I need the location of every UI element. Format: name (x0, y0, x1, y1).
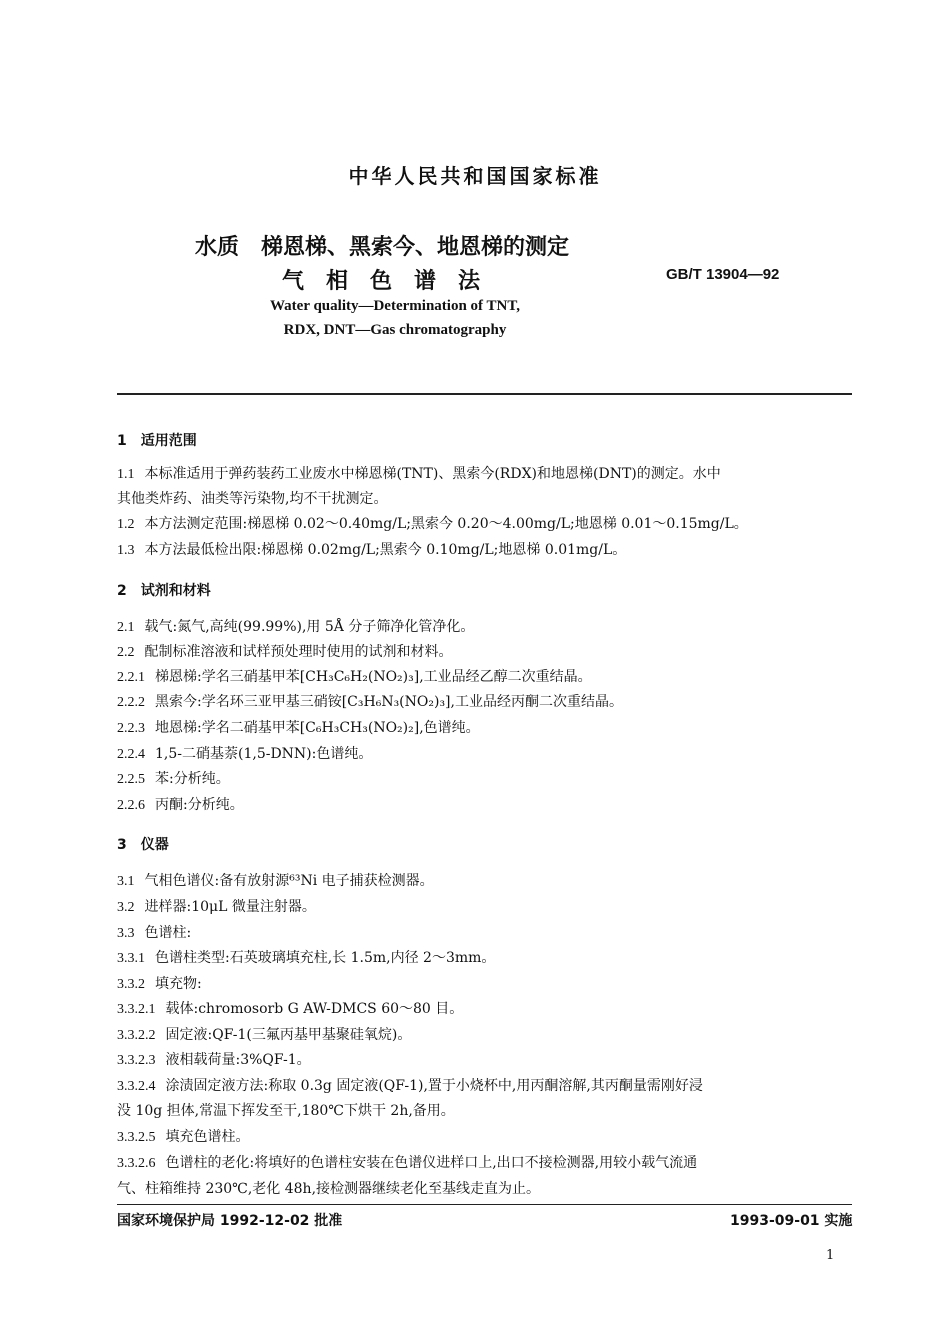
national-standard-heading: 中华人民共和国国家标准 (348, 164, 602, 188)
clause-line (117, 1099, 857, 1123)
implementation-date: 1993-09-01 实施 (730, 1213, 853, 1229)
clause-number: 3.2 (117, 900, 135, 915)
clause-text: 固定液:QF-1(三氟丙基甲基聚硅氧烷)。 (165, 1027, 412, 1043)
clause-number: 1.3 (117, 543, 135, 558)
title-english-line2: RDX, DNT—Gas chromatography (283, 322, 507, 338)
clause-text: 本方法测定范围:梯恩梯 0.02～0.40mg/L;黑索今 0.20～4.00mg/L;地恩梯 0.01～0.15mg/L。 (144, 516, 748, 532)
clause-text: 液相载荷量:3%QF-1。 (165, 1052, 311, 1068)
clause-text: 没 10g 担体,常温下挥发至干,180℃下烘干 2h,备用。 (117, 1103, 455, 1119)
clause-number: 3.3.2.6 (117, 1156, 156, 1171)
clause-number: 3.3 (117, 926, 135, 941)
clause-number: 2.1 (117, 620, 135, 635)
clause-text: 填充物: (155, 976, 202, 992)
clause-text: 涂渍固定液方法:称取 0.3g 固定液(QF-1),置于小烧杯中,用丙酮溶解,其丙酮量需刚好浸 (165, 1078, 703, 1094)
clause-text: 其他类炸药、油类等污染物,均不干扰测定。 (117, 491, 388, 507)
clause-text: 配制标准溶液和试样预处理时使用的试剂和材料。 (144, 644, 453, 660)
clause-line (117, 538, 857, 563)
clause-line (117, 972, 857, 997)
clause-line (117, 921, 857, 946)
page-number: 1 (826, 1248, 835, 1263)
clause-line (117, 793, 857, 818)
clause-text: 黑索今:学名环三亚甲基三硝铵[C₃H₆N₃(NO₂)₃],工业品经丙酮二次重结晶。 (155, 694, 623, 710)
clause-number: 2.2 (117, 645, 135, 660)
clause-line (117, 462, 857, 487)
clause-number: 3.3.2.4 (117, 1079, 156, 1094)
clause-line (117, 767, 857, 792)
clause-number: 2.2.3 (117, 721, 145, 736)
clause-line (117, 640, 857, 665)
clause-number: 3.3.2.2 (117, 1028, 156, 1043)
clause-number: 2.2.6 (117, 798, 145, 813)
clause-line (117, 716, 857, 741)
section-1-heading: 1 适用范围 (117, 433, 197, 449)
clause-text: 色谱柱类型:石英玻璃填充柱,长 1.5m,内径 2～3mm。 (155, 950, 496, 966)
clause-line (117, 895, 857, 920)
clause-line (117, 690, 857, 715)
title-english-line1: Water quality—Determination of TNT, (270, 298, 520, 314)
clause-line (117, 1074, 857, 1099)
clause-number: 2.2.5 (117, 772, 145, 787)
clause-number: 3.3.2.3 (117, 1053, 156, 1068)
clause-text: 本标准适用于弹药装药工业废水中梯恩梯(TNT)、黑索今(RDX)和地恩梯(DNT)的测定。水中 (144, 466, 721, 482)
header-divider (117, 393, 852, 395)
clause-text: 气相色谱仪:备有放射源⁶³Ni 电子捕获检测器。 (144, 873, 434, 889)
clause-text: 色谱柱: (144, 925, 192, 941)
clause-line (117, 512, 857, 537)
clause-line (117, 615, 857, 640)
section-3-heading: 3 仪器 (117, 837, 169, 853)
section-2-heading: 2 试剂和材料 (117, 583, 211, 599)
clause-text: 本方法最低检出限:梯恩梯 0.02mg/L;黑索今 0.10mg/L;地恩梯 0.01mg/L。 (144, 542, 627, 558)
standard-code: GB/T 13904—92 (666, 266, 780, 283)
clause-text: 填充色谱柱。 (165, 1129, 250, 1145)
clause-number: 3.3.1 (117, 951, 145, 966)
clause-text: 1,5-二硝基萘(1,5-DNN):色谱纯。 (155, 746, 373, 762)
clause-text: 进样器:10μL 微量注射器。 (144, 899, 316, 915)
clause-number: 3.3.2.5 (117, 1130, 156, 1145)
title-chinese-line1: 水质 梯恩梯、黑索今、地恩梯的测定 (195, 235, 570, 260)
title-chinese-line2: 气相色谱法 (282, 269, 503, 294)
clause-line (117, 1023, 857, 1048)
clause-line (117, 487, 857, 511)
clause-line (117, 742, 857, 767)
clause-text: 梯恩梯:学名三硝基甲苯[CH₃C₆H₂(NO₂)₃],工业品经乙醇二次重结晶。 (155, 669, 592, 685)
clause-text: 苯:分析纯。 (155, 771, 230, 787)
clause-line (117, 665, 857, 690)
clause-number: 2.2.4 (117, 747, 145, 762)
clause-line (117, 1125, 857, 1150)
clause-number: 3.3.2.1 (117, 1002, 156, 1017)
clause-line (117, 1151, 857, 1176)
clause-text: 地恩梯:学名二硝基甲苯[C₆H₃CH₃(NO₂)₂],色谱纯。 (155, 720, 480, 736)
clause-number: 1.1 (117, 467, 135, 482)
clause-number: 2.2.2 (117, 695, 145, 710)
approval-line: 国家环境保护局 1992-12-02 批准 (117, 1213, 343, 1229)
clause-line (117, 997, 857, 1022)
clause-line (117, 1048, 857, 1073)
clause-number: 1.2 (117, 517, 135, 532)
clause-text: 载气:氮气,高纯(99.99%),用 5Å 分子筛净化管净化。 (144, 619, 475, 635)
clause-number: 2.2.1 (117, 670, 145, 685)
clause-number: 3.1 (117, 874, 135, 889)
clause-line (117, 1177, 857, 1201)
clause-line (117, 869, 857, 894)
footer-divider (117, 1204, 852, 1205)
clause-text: 载体:chromosorb G AW-DMCS 60～80 目。 (165, 1001, 464, 1017)
clause-text: 丙酮:分析纯。 (155, 797, 244, 813)
clause-text: 色谱柱的老化:将填好的色谱柱安装在色谱仪进样口上,出口不接检测器,用较小载气流通 (165, 1155, 698, 1171)
clause-line (117, 946, 857, 971)
clause-number: 3.3.2 (117, 977, 145, 992)
clause-text: 气、柱箱维持 230℃,老化 48h,接检测器继续老化至基线走直为止。 (117, 1181, 541, 1197)
